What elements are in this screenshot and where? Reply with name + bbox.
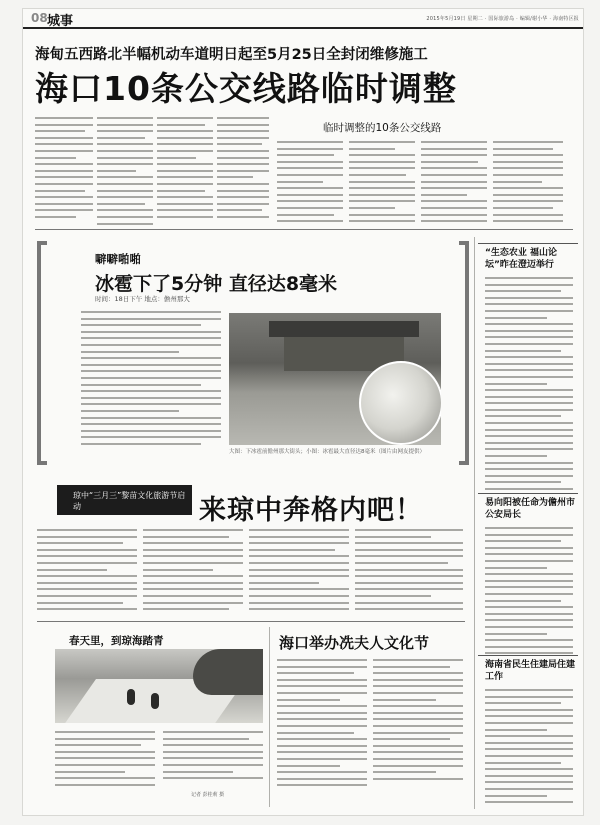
top-story-headline: 海口10条公交线路临时调整 [35,69,457,108]
sidebar-story-1-body [485,277,573,495]
photo-trees [193,649,263,695]
sidebar-divider [474,237,475,809]
sidebar-story-2-body [485,527,573,659]
hailstone-inset [359,361,441,445]
bracket-left [37,241,47,465]
hail-photo-caption: 大图：下冰雹前儋州那大街头；小图：冰雹最大直径达8毫米（图片由网友提供） [229,449,426,455]
sidebar-story-2-title: 易向阳被任命为儋州市公安局长 [485,498,576,520]
header-info: 2015年5月19日 星期二 · 国际旅游岛 · 编辑/谢小华 · 海南特区报 [426,16,579,22]
cyclist-2 [151,693,159,709]
hail-photo [229,313,441,445]
routes-column-1 [277,141,343,227]
spring-headline: 春天里，到琼海踏青 [69,635,164,647]
sidebar-rule-2 [478,493,578,494]
forum-body-column-1 [277,659,367,791]
festival-body-column-3 [249,529,349,615]
festival-headline: 来琼中奔格内吧！ [199,495,423,526]
spring-photo [55,649,263,723]
spring-body-column-1 [55,731,155,790]
hail-column-tag: 噼噼啪啪 [95,252,141,266]
top-story-column-4 [217,117,269,223]
section-name: 城事 [47,14,74,29]
hail-meta: 时间：18日下午 地点：儋州那大 [95,295,190,303]
top-story-column-1 [35,117,93,223]
divider-top [35,229,573,230]
routes-column-2 [349,141,415,227]
sidebar-story-3-body [485,689,573,808]
spring-photo-credit: 记者 彭桂莉 摄 [191,792,225,798]
newspaper-page [22,8,584,816]
sidebar-story-3-title: 海南省民生住建局住建工作 [485,660,576,682]
top-story-subhead: 海甸五西路北半幅机动车道明日起至5月25日全封闭维修施工 [35,47,428,63]
sidebar-rule-3 [478,655,578,656]
sidebar-story-1-title: “生态农业 福山论坛”昨在澄迈举行 [485,248,558,270]
festival-body-column-4 [355,529,463,615]
sidebar-rule-1 [478,243,578,244]
festival-body-column-1 [37,529,137,615]
page-number: 08 [31,11,48,25]
routes-column-3 [421,141,487,227]
routes-title: 临时调整的10条公交线路 [323,122,442,134]
festival-tag: 琼中“三月三”黎苗文化旅游节启动 [57,485,192,515]
hail-body-column-1 [81,311,221,449]
masthead [23,9,584,29]
hail-story [37,241,469,473]
bracket-right [459,241,469,465]
cyclist-1 [127,689,135,705]
divider-bottom [37,621,465,622]
photo-roof [269,321,419,337]
festival-body-column-2 [143,529,243,615]
forum-headline: 海口举办冼夫人文化节 [279,634,430,652]
hail-headline: 冰雹下了5分钟 直径达8毫米 [95,273,338,295]
top-story-column-3 [157,117,213,223]
forum-body-column-2 [373,659,463,784]
bottom-divider [269,627,270,807]
top-story-column-2 [97,117,153,229]
routes-column-4 [493,141,563,227]
spring-body-column-2 [163,731,263,784]
